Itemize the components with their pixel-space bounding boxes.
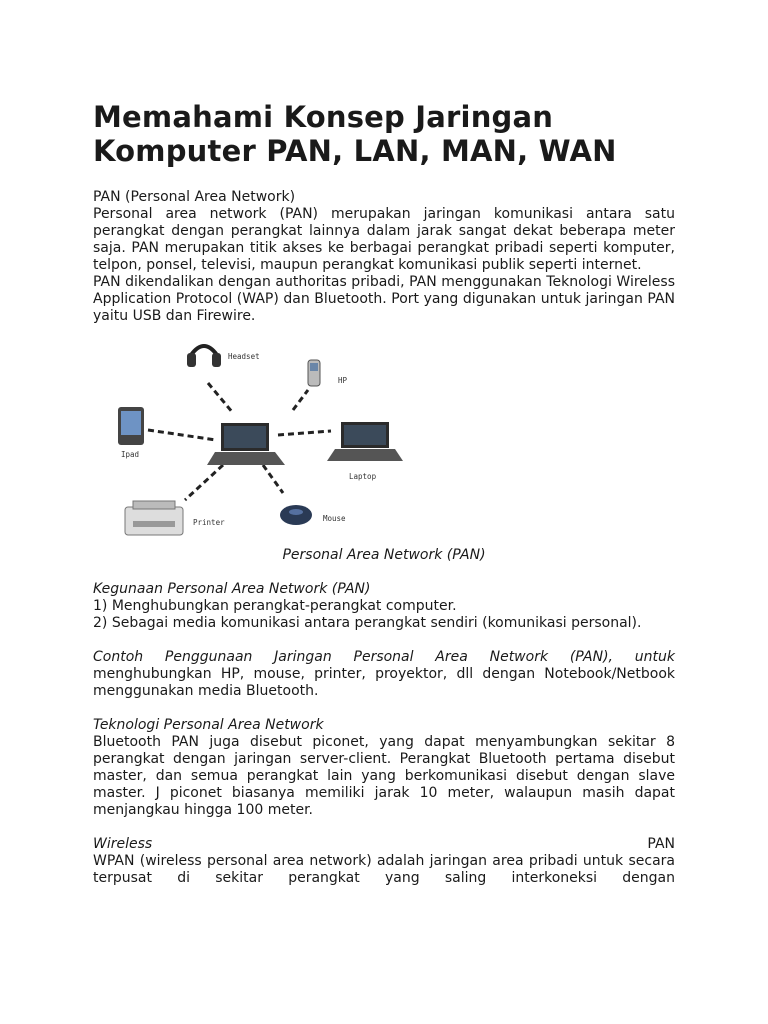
teknologi-paragraph: Bluetooth PAN juga disebut piconet, yang dapat menyambungkan sekitar 8 perangkat dengan jaringan server-client. Perangkat Bluetooth pertama disebut master, dan semua perangkat lain yang berkomunikasi disebut dengan slave master. J piconet biasanya memiliki jarak 10 meter, walaupun masih dapat menjangkau hingga 100 meter. xyxy=(93,734,675,818)
pan-diagram xyxy=(93,335,675,545)
contoh-italic: Contoh Penggunaan Jaringan Personal Area Network (PAN), untuk xyxy=(93,649,675,665)
pan-word: PAN xyxy=(647,836,675,852)
central-laptop-icon xyxy=(207,423,285,465)
label-hp: HP xyxy=(338,376,348,385)
label-laptop: Laptop xyxy=(349,472,377,481)
label-mouse: Mouse xyxy=(323,514,346,523)
figure-caption: Personal Area Network (PAN) xyxy=(282,547,486,563)
title-line-2: Komputer PAN, LAN, MAN, WAN xyxy=(93,134,617,168)
link-ipad xyxy=(148,430,216,440)
ipad-icon xyxy=(118,407,144,445)
printer-icon xyxy=(125,501,183,535)
kegunaan-item-1: 1) Menghubungkan perangkat-perangkat computer. xyxy=(93,598,457,614)
laptop-icon xyxy=(327,422,403,461)
link-printer xyxy=(185,465,223,500)
link-headset xyxy=(208,383,233,413)
kegunaan-heading: Kegunaan Personal Area Network (PAN) xyxy=(93,581,371,597)
hp-phone-icon xyxy=(308,360,320,386)
title-line-1: Memahami Konsep Jaringan xyxy=(93,100,554,134)
label-headset: Headset xyxy=(228,352,260,361)
contoh-rest: menghubungkan HP, mouse, printer, proyektor, dll dengan Notebook/Netbook menggunakan media Bluetooth. xyxy=(93,666,675,699)
pan-heading: PAN (Personal Area Network) xyxy=(93,189,296,205)
pan-diagram-svg xyxy=(93,335,675,545)
label-ipad: Ipad xyxy=(121,450,140,459)
link-laptop xyxy=(278,431,331,435)
link-hp xyxy=(293,390,308,410)
contoh-paragraph xyxy=(93,649,675,700)
pan-paragraph-1: Personal area network (PAN) merupakan jaringan komunikasi antara satu perangkat dengan perangkat lainnya dalam jarak sangat dekat beberapa meter saja. PAN merupakan titik akses ke berbagai perangkat pribadi seperti komputer, telpon, ponsel, televisi, maupun perangkat komunikasi publik seperti internet. xyxy=(93,206,675,273)
document-page xyxy=(93,100,675,887)
mouse-icon xyxy=(280,505,312,525)
teknologi-heading: Teknologi Personal Area Network xyxy=(93,717,324,733)
headset-icon xyxy=(187,346,221,367)
pan-paragraph-2: PAN dikendalikan dengan authoritas pribadi, PAN menggunakan Teknologi Wireless Application Protocol (WAP) dan Bluetooth. Port yang digunakan untuk jaringan PAN yaitu USB dan Firewire. xyxy=(93,274,675,324)
kegunaan-item-2: 2) Sebagai media komunikasi antara perangkat sendiri (komunikasi personal). xyxy=(93,615,642,631)
wireless-pan-heading xyxy=(93,836,675,853)
label-printer: Printer xyxy=(193,518,225,527)
page-title xyxy=(93,100,675,168)
link-mouse xyxy=(263,465,283,493)
wireless-word: Wireless xyxy=(93,836,153,852)
wpan-paragraph: WPAN (wireless personal area network) adalah jaringan area pribadi untuk secara terpusat di sekitar perangkat yang saling interkoneksi dengan xyxy=(93,853,675,886)
